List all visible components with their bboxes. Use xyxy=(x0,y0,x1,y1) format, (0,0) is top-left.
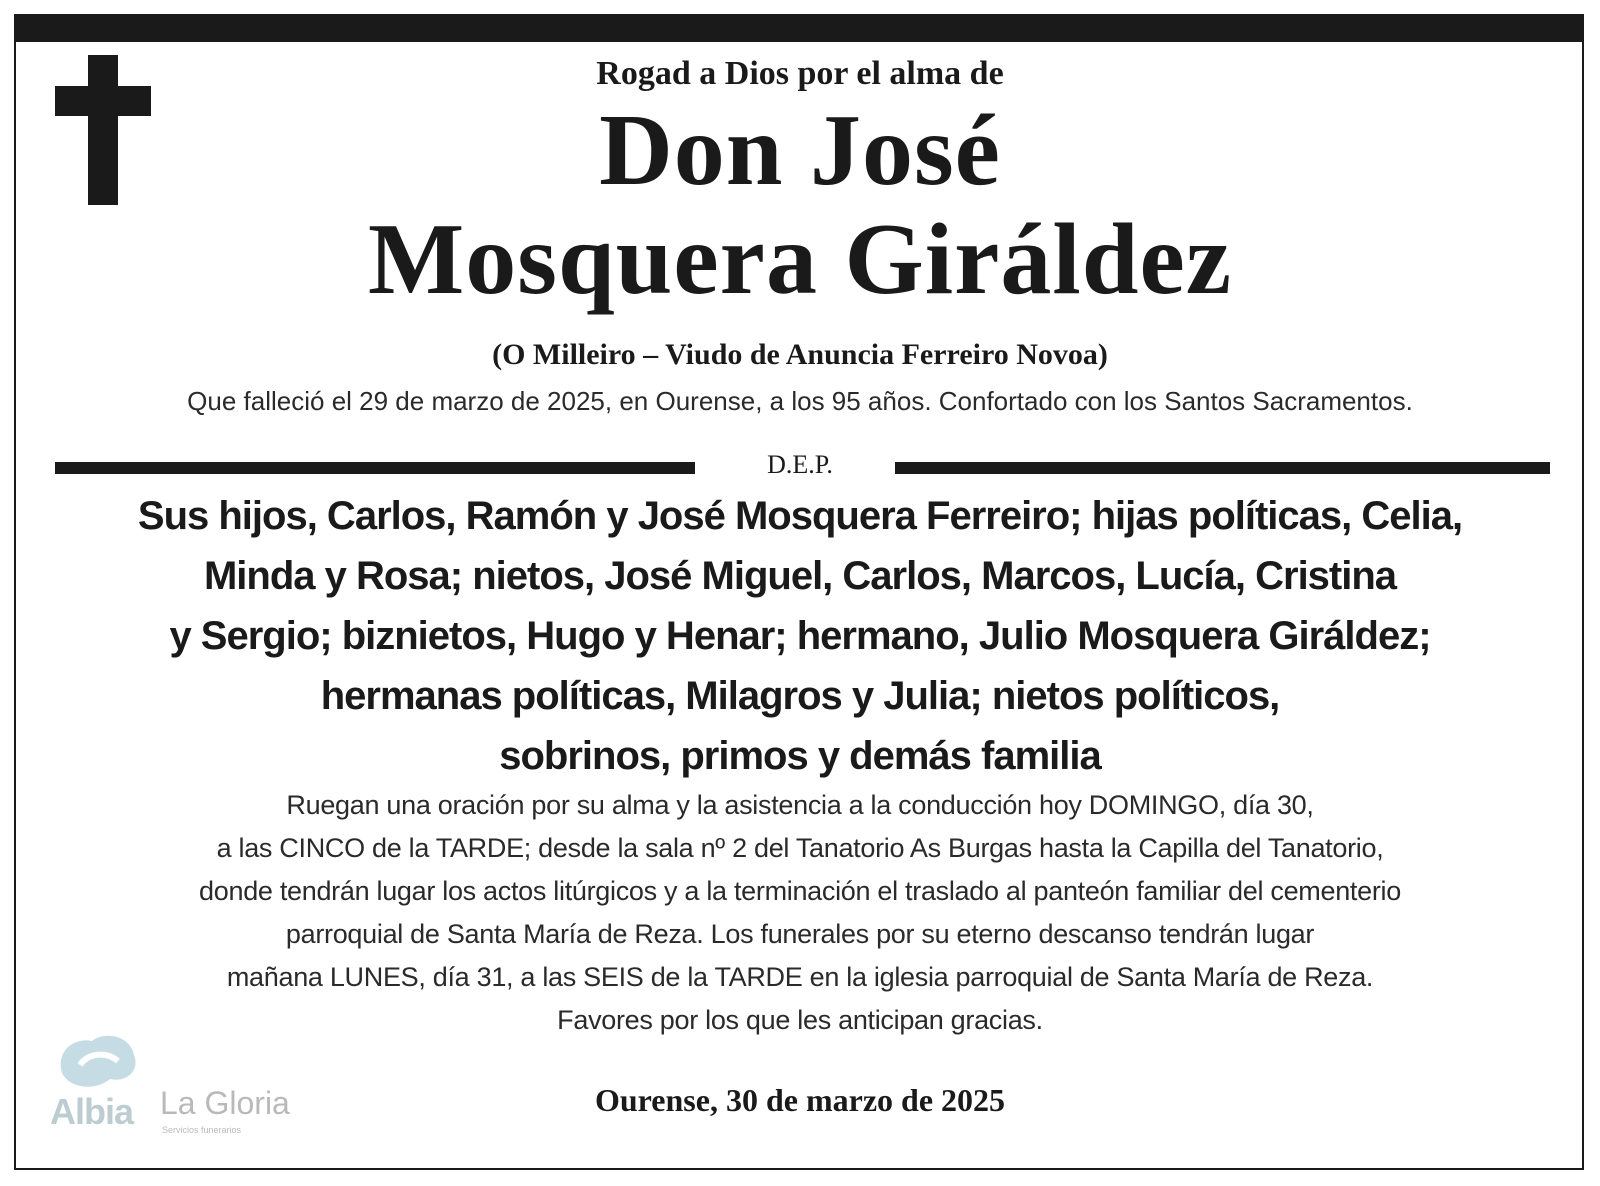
logo-albia-text: Albia xyxy=(50,1091,134,1132)
service-line: donde tendrán lugar los actos litúrgicos y a la terminación el traslado al panteón familiar del cementerio xyxy=(199,876,1401,906)
service-line: Ruegan una oración por su alma y la asistencia a la conducción hoy DOMINGO, día 30, xyxy=(286,790,1314,820)
divider-right xyxy=(895,462,1550,474)
deceased-name-line2: Mosquera Giráldez xyxy=(367,203,1233,316)
rogad-line: Rogad a Dios por el alma de xyxy=(596,55,1004,92)
family-list xyxy=(40,486,1560,786)
service-line: a las CINCO de la TARDE; desde la sala nº 2 del Tanatorio As Burgas hasta la Capilla del Tanatorio, xyxy=(216,833,1384,863)
deceased-name-line1: Don José xyxy=(599,94,1001,207)
alias-line: (O Milleiro – Viudo de Anuncia Ferreiro Novoa) xyxy=(492,338,1108,371)
service-line: parroquial de Santa María de Reza. Los funerales por su eterno descanso tendrán lugar xyxy=(285,919,1315,949)
family-line: hermanas políticas, Milagros y Julia; nietos políticos, xyxy=(320,674,1280,718)
service-details xyxy=(40,784,1560,1042)
death-details: Que falleció el 29 de marzo de 2025, en Ourense, a los 95 años. Confortado con los Santos Sacramentos. xyxy=(187,386,1413,416)
family-line: Sus hijos, Carlos, Ramón y José Mosquera Ferreiro; hijas políticas, Celia, xyxy=(137,494,1463,538)
service-line: mañana LUNES, día 31, a las SEIS de la TARDE en la iglesia parroquial de Santa María de Reza. xyxy=(226,962,1374,992)
service-line: Favores por los que les anticipan gracias. xyxy=(557,1005,1043,1035)
dep-label: D.E.P. xyxy=(767,450,833,479)
logo-gloria-text: La Gloria xyxy=(160,1085,290,1121)
family-line: sobrinos, primos y demás familia xyxy=(499,734,1101,778)
place-date: Ourense, 30 de marzo de 2025 xyxy=(594,1082,1006,1118)
logo-subtitle: Servicios funerarios xyxy=(162,1125,242,1135)
family-line: y Sergio; biznietos, Hugo y Henar; hermano, Julio Mosquera Giráldez; xyxy=(169,614,1431,658)
family-line: Minda y Rosa; nietos, José Miguel, Carlos, Marcos, Lucía, Cristina xyxy=(203,554,1397,598)
top-black-bar xyxy=(14,14,1584,42)
